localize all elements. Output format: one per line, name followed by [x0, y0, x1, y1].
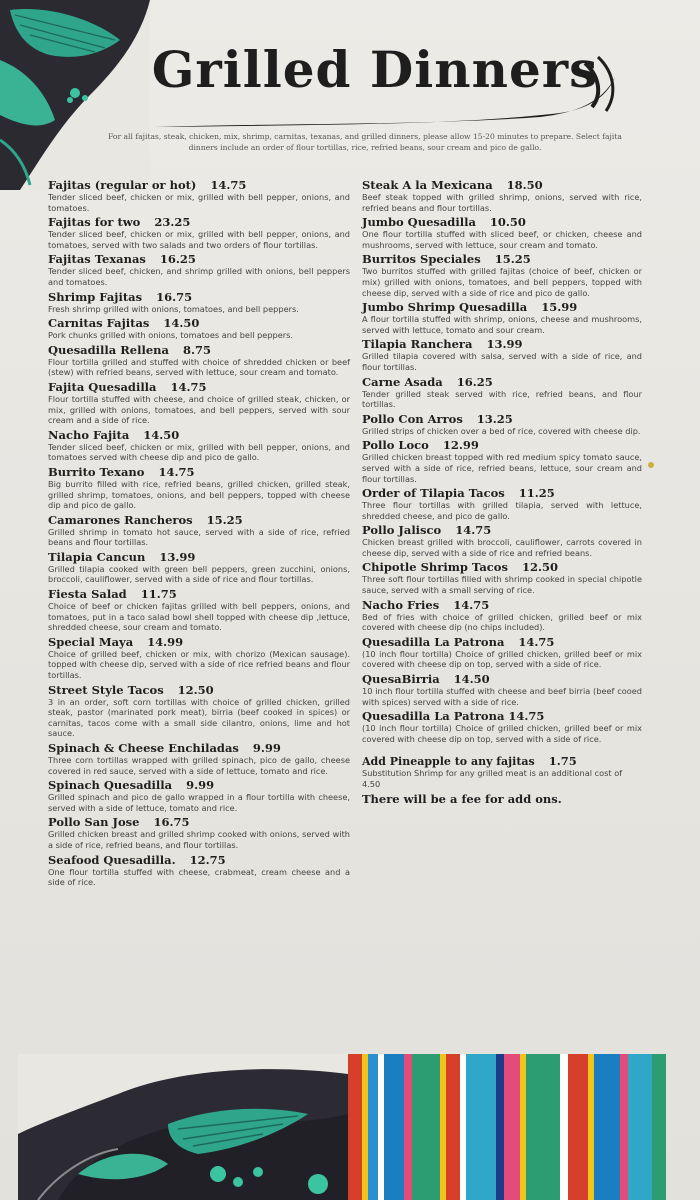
intro-note: For all fajitas, steak, chicken, mix, shrimp, carnitas, texanas, and grilled dinners, please allow 15-20 minutes to prepare. Select fajita dinners include an order of flour tortillas, rice, refried beans, sour cream and pico de gallo.	[108, 132, 622, 152]
menu-item-name: Steak A la Mexicana	[362, 178, 493, 192]
menu-item-price: 12.99	[442, 438, 479, 453]
menu-item	[362, 709, 642, 744]
menu-item	[362, 300, 642, 335]
menu-item-price: 9.99	[186, 778, 215, 793]
menu-item-price: 11.75	[140, 587, 177, 602]
menu-item	[48, 815, 350, 850]
menu-item-price: 14.75	[158, 464, 195, 479]
menu-item-name: Order of Tilapia Tacos	[362, 486, 505, 501]
menu-item-description: (10 inch flour tortilla) Choice of grilled chicken, grilled beef or mix covered with cheese dip on top, served with a side of rice.	[362, 723, 642, 744]
menu-item-description: Choice of beef or chicken fajitas grilled with bell peppers, onions, and tomatoes, put in a taco salad bowl shell topped with cheese dip ,lettuce, shredded cheese, sour cream and tomato.	[48, 601, 350, 633]
menu-item-price: 16.25	[456, 374, 493, 389]
menu-item-description: Tender grilled steak served with rice, refried beans, and flour tortillas.	[362, 388, 642, 410]
menu-item-description: Three flour tortillas with grilled tilapia, served with lettuce, shredded cheese, and pico de gallo.	[362, 500, 642, 521]
menu-item-name: Chipotle Shrimp Tacos	[362, 560, 508, 575]
menu-item-description: One flour tortilla stuffed with cheese, crabmeat, cream cheese and a side of rice.	[48, 866, 350, 888]
menu-item-description: 10 inch flour tortilla stuffed with cheese and beef birria (beef cooed with spices) served with a side of rice.	[362, 686, 642, 707]
menu-item	[362, 178, 642, 213]
menu-item	[48, 550, 350, 585]
decorative-dot-icon	[648, 462, 654, 468]
menu-item	[362, 486, 642, 521]
menu-item-name: Carnitas Fajitas	[48, 316, 150, 331]
menu-item	[362, 635, 642, 670]
menu-item-description: A flour tortilla stuffed with shrimp, onions, cheese and mushrooms, served with lettuce, tomato and sour cream.	[362, 314, 642, 335]
menu-item-description: Three corn tortillas wrapped with grilled spinach, pico de gallo, cheese covered in red sauce, served with a side of lettuce, tomato and rice.	[48, 755, 350, 776]
serape-pattern	[348, 1054, 682, 1200]
menu-item-name: Jumbo Shrimp Quesadilla	[362, 300, 528, 315]
menu-item-name: Pollo San Jose	[48, 815, 140, 830]
menu-item-description: Grilled shrimp in tomato hot sauce, served with a side of rice, refried beans and flour tortillas.	[48, 526, 350, 548]
menu-item-description: Beef steak topped with grilled shrimp, onions, served with rice, refried beans and flour tortillas.	[362, 192, 642, 213]
menu-item-description: Bed of fries with choice of grilled chicken, grilled beef or mix covered with cheese dip (no chips included).	[362, 611, 642, 633]
menu-item-name: Fajitas for two	[48, 215, 141, 230]
menu-item	[48, 290, 350, 315]
menu-item-description: Big burrito filled with rice, refried beans, grilled chicken, grilled steak, grilled shrimp, tomatoes, onions, and bell peppers, topped with cheese dip and pico de gallo.	[48, 478, 350, 511]
menu-item-price: 14.75	[210, 178, 247, 192]
menu-item-price: 16.75	[153, 815, 190, 830]
menu-item-price: 12.50	[177, 682, 214, 697]
substitution-note: Substitution Shrimp for any grilled meat is an additional cost of 4.50	[362, 768, 623, 790]
menu-item-price: 14.50	[163, 316, 200, 331]
menu-item-price: 14.75	[518, 634, 555, 649]
menu-item-description: 3 in an order, soft corn tortillas with choice of grilled chicken, grilled steak, pastor (marinated pork meat), birria (beef cooked in spices) or carnitas, tacos come with a small side cilantro, onions, lime and hot sauce.	[48, 696, 350, 739]
sombrero-decoration-icon	[0, 0, 150, 190]
menu-item	[362, 672, 642, 707]
menu-item	[48, 252, 350, 287]
menu-item-name: Seafood Quesadilla.	[48, 852, 176, 867]
menu-item-name: Fajitas Texanas	[48, 252, 146, 267]
menu-item-description: Pork chunks grilled with onions, tomatoes and bell peppers.	[48, 330, 294, 341]
menu-item-price: 12.50	[521, 560, 558, 575]
menu-item-description: Tender sliced beef, chicken, and shrimp grilled with onions, bell peppers and tomatoes.	[48, 266, 350, 287]
menu-item-description: Flour tortilla grilled and stuffed with choice of shredded chicken or beef (stew) with refried beans, served with lettuce, sour cream and tomato.	[48, 356, 350, 378]
left-menu-column	[48, 178, 350, 890]
menu-item-description: Three soft flour tortillas filled with shrimp cooked in special chipotle sauce, served with a small serving of rice.	[362, 574, 642, 596]
menu-item-description: (10 inch flour tortilla) Choice of grilled chicken, grilled beef or mix covered with cheese dip on top, served with a side of rice.	[362, 648, 642, 670]
menu-item-name: Burrito Texano	[48, 464, 145, 479]
page-title: Grilled Dinners	[151, 40, 599, 99]
menu-item-name: Tilapia Cancun	[48, 549, 146, 564]
bottom-banner	[18, 1054, 682, 1200]
menu-item-price: 15.25	[494, 252, 531, 267]
menu-item-name: Special Maya	[48, 634, 134, 649]
menu-item	[48, 683, 350, 739]
menu-item-name: Fajitas (regular or hot)	[48, 178, 197, 192]
menu-item	[362, 438, 642, 484]
menu-item-name: Fiesta Salad	[48, 587, 127, 602]
menu-item-price: 13.99	[486, 337, 523, 352]
menu-item-description: Flour tortilla stuffed with cheese, and choice of grilled steak, chicken, or mix, grilled with onions, tomatoes, and bell peppers, served with sour cream and a side of rice.	[48, 393, 350, 426]
menu-item	[362, 215, 642, 250]
menu-item-name: Quesadilla La Patrona	[362, 634, 505, 649]
menu-item	[48, 587, 350, 633]
menu-item-price: 8.75	[182, 342, 211, 357]
menu-item-name: Quesadilla Rellena	[48, 342, 169, 357]
menu-item	[48, 343, 350, 378]
menu-item-name: Nacho Fajita	[48, 427, 130, 442]
menu-item	[48, 465, 350, 511]
menu-item	[362, 598, 642, 633]
menu-item-name: Street Style Tacos	[48, 682, 164, 697]
menu-item	[48, 380, 350, 426]
menu-item-description: Grilled chicken breast and grilled shrimp cooked with onions, served with a side of rice, refried beans, and flour tortillas.	[48, 829, 350, 850]
menu-item-description: Grilled tilapia covered with salsa, served with a side of rice, and flour tortillas.	[362, 351, 642, 372]
add-on-name: Add Pineapple to any fajitas	[362, 755, 535, 769]
menu-item	[48, 316, 350, 341]
menu-item-price: 16.75	[156, 289, 193, 304]
menu-item	[48, 513, 350, 548]
menu-item-description: Tender sliced beef, chicken or mix, grilled with bell pepper, onions, and tomatoes.	[48, 192, 350, 213]
add-on-price: 1.75	[548, 754, 577, 769]
menu-item	[362, 412, 642, 437]
menu-item-description: Grilled strips of chicken over a bed of rice, covered with cheese dip.	[362, 425, 641, 436]
menu-item-price: 14.75	[170, 379, 207, 394]
menu-item-name: Burritos Speciales	[362, 252, 481, 267]
menu-item-price: 12.75	[189, 852, 226, 867]
menu-item	[48, 853, 350, 888]
menu-item	[48, 778, 350, 813]
menu-item	[48, 741, 350, 776]
menu-item-description: Choice of grilled beef, chicken or mix, with chorizo (Mexican sausage). topped with cheese dip, served with a side of rice refried beans and flour tortillas.	[48, 648, 350, 681]
menu-item-name: Jumbo Quesadilla	[362, 215, 476, 230]
sombrero-embroidery-icon	[18, 1054, 348, 1200]
menu-item-price: 13.25	[476, 411, 513, 426]
menu-item-name: Camarones Rancheros	[48, 512, 193, 527]
menu-item-price: 9.99	[252, 741, 281, 755]
menu-item-price: 13.99	[159, 549, 196, 564]
menu-item-name: Spinach & Cheese Enchiladas	[48, 741, 239, 755]
menu-item	[362, 252, 642, 298]
menu-item-price: 23.25	[154, 215, 191, 230]
menu-item	[362, 523, 642, 558]
add-on-section	[362, 754, 642, 806]
menu-item-description: Fresh shrimp grilled with onions, tomatoes, and bell peppers.	[48, 303, 299, 314]
menu-item-name: QuesaBirria	[362, 672, 440, 687]
menu-item-description: Grilled spinach and pico de gallo wrapped in a flour tortilla with cheese, served with a side of lettuce, tomato and rice.	[48, 792, 350, 813]
menu-item-description: One flour tortilla stuffed with sliced beef, or chicken, cheese and mushrooms, served with lettuce, sour cream and tomato.	[362, 229, 642, 250]
menu-item-description: Grilled chicken breast topped with red medium spicy tomato sauce, served with a side of rice, refried beans, lettuce, sour cream and flour tortillas.	[362, 452, 642, 484]
menu-item-price: 14.99	[147, 634, 184, 649]
menu-item-price: 16.25	[159, 252, 196, 267]
menu-item-price: 14.50	[143, 427, 180, 442]
menu-item	[48, 428, 350, 463]
menu-item-description: Two burritos stuffed with grilled fajitas (choice of beef, chicken or mix) grilled with onions, tomatoes, and bell peppers, topped with cheese dip, served with a side of rice and pico de gallo.	[362, 266, 642, 298]
menu-item	[362, 560, 642, 595]
menu-item-name: Spinach Quesadilla	[48, 778, 173, 793]
menu-item-name: Fajita Quesadilla	[48, 379, 157, 394]
menu-item	[48, 178, 350, 213]
menu-item	[48, 215, 350, 250]
menu-item-price: 14.75	[453, 597, 490, 612]
menu-item-price: 14.50	[453, 672, 490, 687]
menu-item-price: 15.25	[206, 512, 243, 527]
menu-item-price: 10.50	[489, 215, 526, 230]
menu-item-name: Tilapia Ranchera	[362, 337, 473, 352]
menu-item-price: 11.25	[518, 486, 555, 501]
menu-item-name: Pollo Loco	[362, 438, 429, 453]
add-on-fee-note: There will be a fee for add ons.	[362, 792, 562, 807]
menu-item-name: Quesadilla La Patrona 14.75	[362, 709, 545, 724]
menu-item-name: Shrimp Fajitas	[48, 289, 143, 304]
menu-item	[362, 337, 642, 372]
menu-item-price: 18.50	[506, 178, 543, 192]
right-menu-column	[362, 178, 642, 808]
menu-item-price: 15.99	[541, 300, 578, 315]
menu-item-description: Tender sliced beef, chicken or mix, grilled with bell pepper, onions, and tomatoes served with cheese dip and pico de gallo.	[48, 441, 350, 463]
menu-item	[48, 635, 350, 681]
menu-item-price: 14.75	[455, 523, 492, 538]
menu-item-name: Pollo Jalisco	[362, 523, 442, 538]
menu-item-description: Grilled tilapia cooked with green bell peppers, green zucchini, onions, broccoli, cauliflower, served with a side of rice and flour tortillas.	[48, 563, 350, 585]
menu-item-name: Carne Asada	[362, 374, 443, 389]
menu-item-description: Tender sliced beef, chicken or mix, grilled with bell pepper, onions, and tomatoes, served with two salads and two orders of flour tortillas.	[48, 229, 350, 250]
menu-item	[362, 375, 642, 410]
menu-item-name: Pollo Con Arros	[362, 411, 463, 426]
menu-item-name: Nacho Fries	[362, 597, 440, 612]
menu-item-description: Chicken breast grilled with broccoli, cauliflower, carrots covered in cheese dip, served with a side of rice and refried beans.	[362, 537, 642, 558]
